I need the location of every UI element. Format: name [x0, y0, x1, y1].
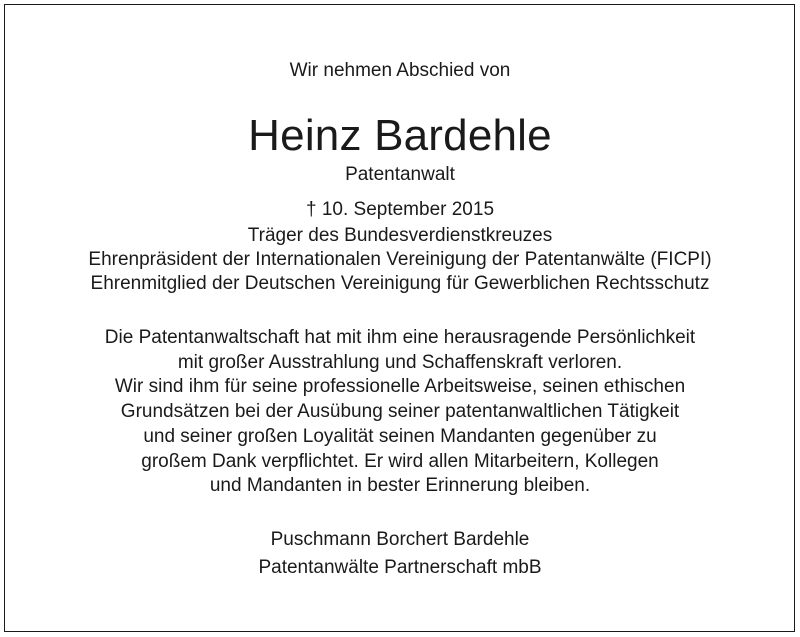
tribute-line: Die Patentanwaltschaft hat mit ihm eine herausragende Persönlichkeit	[104, 327, 696, 348]
honor-line: Träger des Bundesverdienstkreuzes	[247, 225, 553, 246]
deceased-name: Heinz Bardehle	[248, 111, 552, 160]
signature-firm: Puschmann Borchert Bardehle	[270, 529, 530, 550]
tribute-line: mit großer Ausstrahlung und Schaffenskraft verloren.	[177, 352, 623, 373]
tribute-line: und Mandanten in bester Erinnerung bleiben.	[209, 475, 591, 496]
honor-line: Ehrenmitglied der Deutschen Vereinigung für Gewerblichen Rechtsschutz	[90, 273, 710, 294]
profession-text: Patentanwalt	[345, 164, 455, 185]
honor-line: Ehrenpräsident der Internationalen Vereinigung der Patentanwälte (FICPI)	[88, 249, 712, 270]
death-date: † 10. September 2015	[305, 199, 495, 220]
tribute-line: und seiner großen Loyalität seinen Mandanten gegenüber zu	[143, 426, 657, 447]
tribute-line: Grundsätzen bei der Ausübung seiner patentanwaltlichen Tätigkeit	[120, 401, 680, 422]
intro-text: Wir nehmen Abschied von	[289, 60, 511, 81]
tribute-line: Wir sind ihm für seine professionelle Arbeitsweise, seinen ethischen	[114, 376, 686, 397]
tribute-line: großem Dank verpflichtet. Er wird allen Mitarbeitern, Kollegen	[141, 451, 659, 472]
signature-firm-type: Patentanwälte Partnerschaft mbB	[258, 557, 542, 578]
